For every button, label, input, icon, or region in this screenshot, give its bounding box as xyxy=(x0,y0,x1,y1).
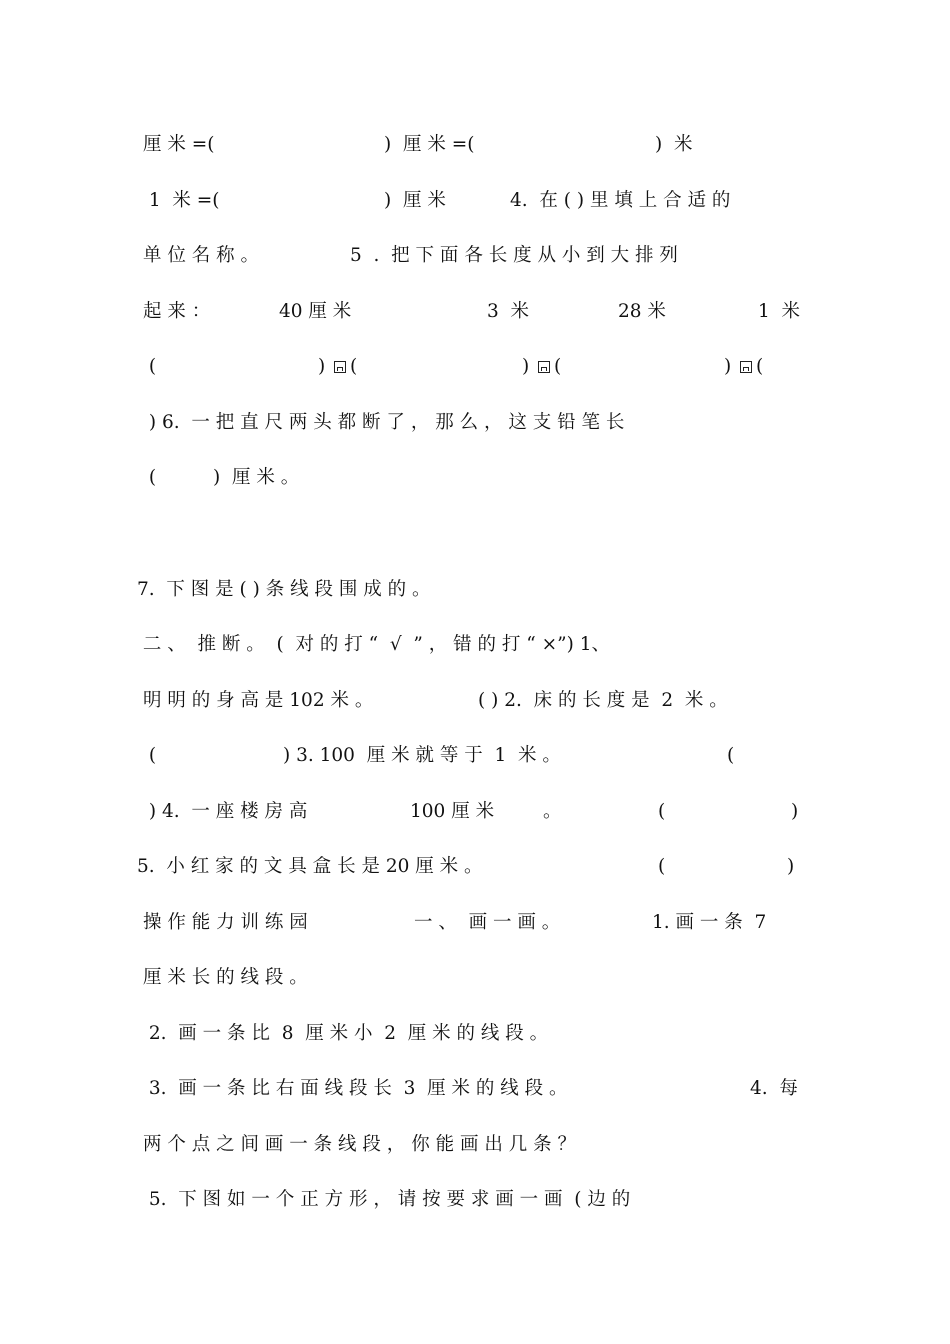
text-segment: ) 厘 米 。 xyxy=(213,467,300,488)
text-line xyxy=(0,297,950,327)
text-line xyxy=(0,1185,950,1215)
text-segment: ) xyxy=(787,856,795,877)
text-line xyxy=(0,1019,950,1049)
text-segment: 操 作 能 力 训 练 园 xyxy=(143,912,308,933)
text-segment: ( xyxy=(658,856,666,877)
text-segment: 二 、 推 断 。 ( 对 的 打 “ √ ” ， 错 的 打 “ ×”) 1、 xyxy=(137,634,610,655)
text-segment: 厘 米 =( xyxy=(143,134,215,155)
text-line xyxy=(0,1074,950,1104)
save-icon xyxy=(739,352,753,382)
text-line xyxy=(0,241,950,271)
text-segment: 5 . 把 下 面 各 长 度 从 小 到 大 排 列 xyxy=(350,245,678,266)
text-segment: ) xyxy=(724,356,732,377)
text-segment: ) xyxy=(522,356,530,377)
text-segment: 4. 在 ( ) 里 填 上 合 适 的 xyxy=(510,190,731,211)
text-line xyxy=(0,963,950,993)
text-segment: ) 3. 100 厘 米 就 等 于 1 米 。 xyxy=(283,745,561,766)
text-segment: ( xyxy=(143,356,157,377)
text-line xyxy=(0,186,950,216)
text-segment: ) 6. 一 把 直 尺 两 头 都 断 了 ， 那 么 ， 这 支 铅 笔 长 xyxy=(143,412,625,433)
text-segment: ) xyxy=(318,356,326,377)
text-line xyxy=(0,686,950,716)
save-icon xyxy=(333,352,347,382)
text-segment: ) xyxy=(791,801,799,822)
text-segment: 单 位 名 称 。 xyxy=(143,245,260,266)
text-line xyxy=(0,408,950,438)
text-line xyxy=(0,908,950,938)
text-segment: 100 厘 米 xyxy=(410,801,495,822)
text-segment: ( xyxy=(554,356,562,377)
text-segment: ( xyxy=(658,801,666,822)
text-line xyxy=(0,630,950,660)
text-line xyxy=(0,575,950,605)
text-segment: 2. 画 一 条 比 8 厘 米 小 2 厘 米 的 线 段 。 xyxy=(143,1023,549,1044)
text-segment: ( ) 2. 床 的 长 度 是 2 米 。 xyxy=(478,690,728,711)
text-segment: ) 厘 米 =( xyxy=(384,134,475,155)
text-line xyxy=(0,463,950,493)
text-segment: ) 米 xyxy=(655,134,693,155)
text-segment: 3 米 xyxy=(487,301,530,322)
text-line xyxy=(0,1130,950,1160)
text-segment: 明 明 的 身 高 是 102 米 。 xyxy=(143,690,374,711)
text-line xyxy=(0,741,950,771)
text-segment: 28 米 xyxy=(618,301,666,322)
text-segment: 1 米 =( xyxy=(143,190,220,211)
save-icon xyxy=(537,352,551,382)
text-line xyxy=(0,797,950,827)
text-segment: ) 厘 米 xyxy=(384,190,446,211)
text-segment: 起 来 ： xyxy=(143,301,211,322)
text-segment: 5. 下 图 如 一 个 正 方 形 ， 请 按 要 求 画 一 画 ( 边 的 xyxy=(143,1189,631,1210)
text-segment: 。 xyxy=(543,801,562,822)
text-segment: ( xyxy=(143,467,157,488)
text-segment: ) 4. 一 座 楼 房 高 xyxy=(143,801,308,822)
text-segment: 1 米 xyxy=(758,301,801,322)
text-segment: ( xyxy=(727,745,735,766)
text-line xyxy=(0,852,950,882)
text-segment: 1. 画 一 条 7 xyxy=(652,912,767,933)
text-segment: 3. 画 一 条 比 右 面 线 段 长 3 厘 米 的 线 段 。 xyxy=(143,1078,568,1099)
text-segment: 两 个 点 之 间 画 一 条 线 段 ， 你 能 画 出 几 条 ？ xyxy=(143,1134,576,1155)
text-segment: 一 、 画 一 画 。 xyxy=(414,912,561,933)
text-line xyxy=(0,130,950,160)
text-segment: ( xyxy=(143,745,157,766)
text-segment: 40 厘 米 xyxy=(279,301,352,322)
text-segment: ( xyxy=(350,356,358,377)
text-segment: ( xyxy=(756,356,764,377)
text-segment: 厘 米 长 的 线 段 。 xyxy=(143,967,308,988)
text-segment: 5. 小 红 家 的 文 具 盒 长 是 20 厘 米 。 xyxy=(137,856,483,877)
text-segment: 4. 每 xyxy=(750,1078,798,1099)
text-segment: 7. 下 图 是 ( ) 条 线 段 围 成 的 。 xyxy=(137,579,431,600)
text-line xyxy=(0,352,950,382)
